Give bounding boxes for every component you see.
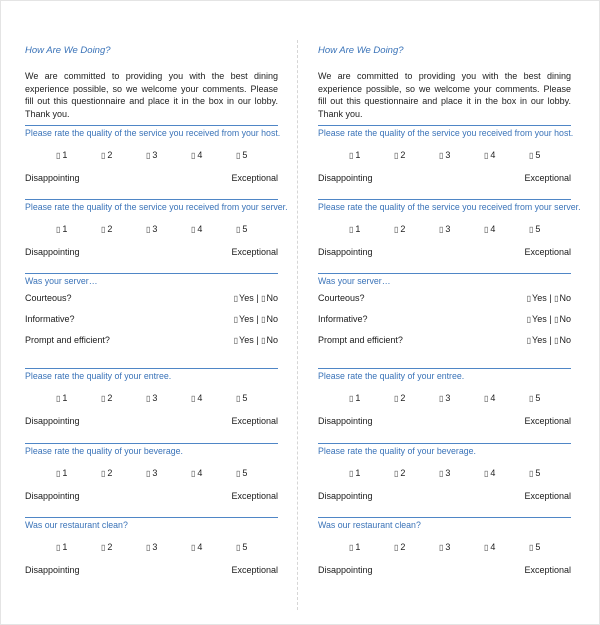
high-label: Exceptional [231,416,278,426]
rating-option-5[interactable] [529,468,540,478]
checkbox-icon[interactable]: ▯ [349,151,354,160]
low-label: Disappointing [25,491,80,501]
checkbox-icon[interactable]: ▯ [236,225,241,234]
server-yes-no-section [318,273,571,352]
rating-option-5[interactable] [236,224,247,234]
checkbox-icon[interactable]: ▯ [191,469,196,478]
yes-no-question: Courteous? [318,293,365,303]
rating-option-4[interactable] [191,542,202,552]
rating-option-4[interactable] [484,224,495,234]
checkbox-icon[interactable]: ▯ [146,225,151,234]
yes-checkbox-icon[interactable]: ▯ [233,294,239,303]
checkbox-icon[interactable]: ▯ [484,469,489,478]
rating-option-label: 3 [152,393,158,403]
rating-option-label: 3 [152,150,158,160]
high-label: Exceptional [231,565,278,575]
clean-question: Was our restaurant clean? [318,520,421,530]
high-label: Exceptional [524,565,571,575]
yes-label: Yes [532,335,547,345]
rating-option-label: 3 [445,542,451,552]
rating-option-label: 2 [400,224,406,234]
low-label: Disappointing [318,247,373,257]
yes-no-row [318,289,571,310]
server-rating-scale [25,215,278,277]
no-checkbox-icon[interactable]: ▯ [554,336,559,345]
beverage-rating-section [318,443,571,521]
checkbox-icon[interactable]: ▯ [394,225,399,234]
low-label: Disappointing [25,247,80,257]
rating-option-3[interactable] [146,150,157,160]
rating-option-label: 5 [535,542,541,552]
yes-no-answer [527,314,571,324]
rating-option-label: 1 [62,468,68,478]
yes-checkbox-icon[interactable]: ▯ [526,315,532,324]
low-label: Disappointing [25,565,80,575]
yes-checkbox-icon[interactable]: ▯ [233,315,239,324]
no-label: No [559,335,571,345]
rating-option-label: 4 [490,150,496,160]
yes-no-row [318,331,571,352]
no-checkbox-icon[interactable]: ▯ [554,315,559,324]
rating-option-2[interactable] [101,393,112,403]
rating-option-2[interactable] [394,542,405,552]
server-rating-section [318,199,581,277]
rating-option-label: 1 [355,150,361,160]
checkbox-icon[interactable]: ▯ [484,543,489,552]
section-rule [318,368,571,369]
entree-rating-section [25,368,278,446]
checkbox-icon[interactable]: ▯ [394,543,399,552]
rating-option-label: 4 [197,542,203,552]
checkbox-icon[interactable]: ▯ [56,543,61,552]
rating-option-4[interactable] [191,150,202,160]
rating-option-4[interactable] [484,150,495,160]
rating-option-label: 2 [107,468,113,478]
checkbox-icon[interactable]: ▯ [484,225,489,234]
rating-option-label: 5 [242,468,248,478]
rating-option-5[interactable] [529,393,540,403]
server-section-title: Was your server… [25,276,98,286]
checkbox-icon[interactable]: ▯ [529,543,534,552]
separator: | [256,314,259,324]
checkbox-icon[interactable]: ▯ [439,394,444,403]
no-label: No [266,314,278,324]
entree-rating-scale [318,384,571,446]
rating-option-label: 5 [535,150,541,160]
rating-option-label: 2 [107,393,113,403]
checkbox-icon[interactable]: ▯ [236,394,241,403]
checkbox-icon[interactable]: ▯ [349,543,354,552]
high-label: Exceptional [524,491,571,501]
clean-question: Was our restaurant clean? [25,520,128,530]
intro-text: We are committed to providing you with the best dining experience possible, so we welcome your comments. Please fill out this questionnaire and place it in the box in our lobby. Thank you. [318,71,571,119]
host-rating-section [318,125,574,203]
clean-rating-section [25,517,278,595]
yes-no-row [318,310,571,331]
beverage-rating-section [25,443,278,521]
rating-option-5[interactable] [236,542,247,552]
rating-option-label: 1 [62,393,68,403]
checkbox-icon[interactable]: ▯ [146,543,151,552]
yes-no-question: Courteous? [25,293,72,303]
checkbox-icon[interactable]: ▯ [101,225,106,234]
yes-no-row [25,310,278,331]
yes-checkbox-icon[interactable]: ▯ [526,294,532,303]
rating-option-label: 1 [355,393,361,403]
checkbox-icon[interactable]: ▯ [56,394,61,403]
server-question: Please rate the quality of the service you received from your server. [318,202,581,212]
section-rule [25,368,278,369]
yes-label: Yes [239,335,254,345]
clean-rating-section [318,517,571,595]
yes-no-answer [234,314,278,324]
rating-option-1[interactable] [349,393,360,403]
separator: | [549,293,552,303]
yes-no-question: Prompt and efficient? [318,335,403,345]
rating-option-2[interactable] [394,224,405,234]
host-rating-scale [25,141,278,203]
checkbox-icon[interactable]: ▯ [101,469,106,478]
checkbox-icon[interactable]: ▯ [349,225,354,234]
rating-option-label: 3 [445,393,451,403]
entree-question: Please rate the quality of your entree. [318,371,465,381]
low-label: Disappointing [25,173,80,183]
card-title: How Are We Doing? [25,45,111,56]
checkbox-icon[interactable]: ▯ [146,469,151,478]
checkbox-icon[interactable]: ▯ [146,394,151,403]
rating-option-label: 3 [152,224,158,234]
yes-no-question: Informative? [318,314,368,324]
rating-option-1[interactable] [56,224,67,234]
checkbox-icon[interactable]: ▯ [236,469,241,478]
checkbox-icon[interactable]: ▯ [146,151,151,160]
no-checkbox-icon[interactable]: ▯ [261,336,266,345]
rating-option-label: 1 [62,224,68,234]
checkbox-icon[interactable]: ▯ [191,394,196,403]
rating-option-2[interactable] [101,468,112,478]
no-checkbox-icon[interactable]: ▯ [554,294,559,303]
rating-option-label: 4 [197,468,203,478]
checkbox-icon[interactable]: ▯ [439,543,444,552]
high-label: Exceptional [524,247,571,257]
rating-option-5[interactable] [236,468,247,478]
checkbox-icon[interactable]: ▯ [484,151,489,160]
rating-option-3[interactable] [439,224,450,234]
beverage-question: Please rate the quality of your beverage. [318,446,476,456]
rating-option-3[interactable] [146,542,157,552]
rating-option-label: 2 [400,150,406,160]
separator: | [256,335,259,345]
clean-rating-scale [318,533,571,595]
entree-question: Please rate the quality of your entree. [25,371,172,381]
checkbox-icon[interactable]: ▯ [529,469,534,478]
card-title: How Are We Doing? [318,45,404,56]
high-label: Exceptional [524,173,571,183]
checkbox-icon[interactable]: ▯ [191,151,196,160]
rating-option-label: 4 [197,150,203,160]
checkbox-icon[interactable]: ▯ [101,151,106,160]
no-label: No [266,335,278,345]
checkbox-icon[interactable]: ▯ [101,543,106,552]
checkbox-icon[interactable]: ▯ [349,394,354,403]
yes-checkbox-icon[interactable]: ▯ [526,336,532,345]
rating-option-2[interactable] [394,150,405,160]
rating-option-label: 5 [535,393,541,403]
yes-no-row [25,289,278,310]
checkbox-icon[interactable]: ▯ [191,543,196,552]
separator: | [549,335,552,345]
rating-option-label: 2 [107,542,113,552]
checkbox-icon[interactable]: ▯ [439,469,444,478]
beverage-rating-scale [318,459,571,521]
beverage-rating-scale [25,459,278,521]
rating-option-4[interactable] [484,468,495,478]
rating-option-label: 5 [242,224,248,234]
rating-option-label: 4 [490,468,496,478]
checkbox-icon[interactable]: ▯ [529,225,534,234]
rating-option-label: 5 [242,150,248,160]
rating-option-4[interactable] [191,468,202,478]
checkbox-icon[interactable]: ▯ [56,151,61,160]
checkbox-icon[interactable]: ▯ [236,543,241,552]
rating-option-label: 3 [152,468,158,478]
rating-option-1[interactable] [56,542,67,552]
rating-option-2[interactable] [394,468,405,478]
rating-option-label: 4 [197,224,203,234]
yes-no-answer [527,335,571,345]
rating-option-label: 5 [242,542,248,552]
section-rule [25,125,278,126]
clean-rating-scale [25,533,278,595]
rating-option-1[interactable] [349,542,360,552]
rating-option-1[interactable] [56,468,67,478]
server-rating-section [25,199,288,277]
checkbox-icon[interactable]: ▯ [394,469,399,478]
rating-option-5[interactable] [236,393,247,403]
rating-option-4[interactable] [191,224,202,234]
yes-label: Yes [239,293,254,303]
section-rule [318,125,571,126]
rating-option-4[interactable] [484,542,495,552]
entree-rating-scale [25,384,278,446]
yes-no-answer [234,293,278,303]
checkbox-icon[interactable]: ▯ [101,394,106,403]
server-yes-no-section [25,273,278,352]
rating-option-label: 2 [107,150,113,160]
host-rating-scale [318,141,571,203]
rating-option-5[interactable] [529,224,540,234]
yes-checkbox-icon[interactable]: ▯ [233,336,239,345]
checkbox-icon[interactable]: ▯ [529,151,534,160]
host-question: Please rate the quality of the service you received from your host. [25,128,281,138]
rating-option-2[interactable] [101,224,112,234]
low-label: Disappointing [318,565,373,575]
low-label: Disappointing [25,416,80,426]
checkbox-icon[interactable]: ▯ [56,469,61,478]
yes-label: Yes [532,293,547,303]
section-rule [318,273,571,274]
rating-option-2[interactable] [101,150,112,160]
high-label: Exceptional [524,416,571,426]
low-label: Disappointing [318,491,373,501]
checkbox-icon[interactable]: ▯ [191,225,196,234]
rating-option-label: 1 [62,150,68,160]
rating-option-5[interactable] [529,542,540,552]
rating-option-label: 5 [535,224,541,234]
rating-option-2[interactable] [394,393,405,403]
yes-no-answer [527,293,571,303]
section-rule [318,517,571,518]
rating-option-label: 2 [107,224,113,234]
cut-line-divider [297,40,298,610]
rating-option-label: 5 [242,393,248,403]
rating-option-label: 3 [445,150,451,160]
rating-option-3[interactable] [439,150,450,160]
section-rule [25,273,278,274]
rating-option-1[interactable] [349,150,360,160]
rating-option-5[interactable] [529,150,540,160]
rating-option-3[interactable] [439,393,450,403]
low-label: Disappointing [318,416,373,426]
section-rule [25,199,278,200]
rating-option-label: 2 [400,393,406,403]
rating-option-3[interactable] [439,468,450,478]
checkbox-icon[interactable]: ▯ [236,151,241,160]
rating-option-label: 1 [62,542,68,552]
checkbox-icon[interactable]: ▯ [56,225,61,234]
low-label: Disappointing [318,173,373,183]
yes-label: Yes [239,314,254,324]
rating-option-3[interactable] [146,224,157,234]
high-label: Exceptional [231,247,278,257]
rating-option-1[interactable] [56,150,67,160]
rating-option-3[interactable] [439,542,450,552]
rating-option-label: 4 [490,542,496,552]
beverage-question: Please rate the quality of your beverage. [25,446,183,456]
rating-option-label: 1 [355,468,361,478]
separator: | [256,293,259,303]
yes-no-question: Informative? [25,314,75,324]
rating-option-label: 2 [400,468,406,478]
no-label: No [559,293,571,303]
rating-option-1[interactable] [349,468,360,478]
rating-option-label: 2 [400,542,406,552]
section-rule [25,443,278,444]
rating-option-label: 3 [445,224,451,234]
no-checkbox-icon[interactable]: ▯ [261,315,266,324]
yes-label: Yes [532,314,547,324]
rating-option-4[interactable] [191,393,202,403]
entree-rating-section [318,368,571,446]
section-rule [318,443,571,444]
rating-option-3[interactable] [146,468,157,478]
intro-text: We are committed to providing you with the best dining experience possible, so we welcome your comments. Please fill out this questionnaire and place it in the box in our lobby. Thank you. [25,71,278,119]
rating-option-3[interactable] [146,393,157,403]
rating-option-label: 3 [152,542,158,552]
rating-option-1[interactable] [56,393,67,403]
yes-no-row [25,331,278,352]
rating-option-label: 1 [355,224,361,234]
rating-option-label: 5 [535,468,541,478]
rating-option-label: 4 [490,393,496,403]
server-section-title: Was your server… [318,276,391,286]
checkbox-icon[interactable]: ▯ [484,394,489,403]
host-rating-section [25,125,281,203]
checkbox-icon[interactable]: ▯ [394,394,399,403]
checkbox-icon[interactable]: ▯ [439,225,444,234]
no-label: No [559,314,571,324]
section-rule [318,199,571,200]
rating-option-2[interactable] [101,542,112,552]
server-rating-scale [318,215,571,277]
high-label: Exceptional [231,173,278,183]
rating-option-1[interactable] [349,224,360,234]
no-checkbox-icon[interactable]: ▯ [261,294,266,303]
yes-no-question: Prompt and efficient? [25,335,110,345]
rating-option-label: 1 [355,542,361,552]
rating-option-label: 4 [197,393,203,403]
checkbox-icon[interactable]: ▯ [394,151,399,160]
rating-option-5[interactable] [236,150,247,160]
rating-option-label: 3 [445,468,451,478]
checkbox-icon[interactable]: ▯ [349,469,354,478]
high-label: Exceptional [231,491,278,501]
checkbox-icon[interactable]: ▯ [529,394,534,403]
rating-option-label: 4 [490,224,496,234]
separator: | [549,314,552,324]
checkbox-icon[interactable]: ▯ [439,151,444,160]
yes-no-answer [234,335,278,345]
rating-option-4[interactable] [484,393,495,403]
section-rule [25,517,278,518]
no-label: No [266,293,278,303]
host-question: Please rate the quality of the service you received from your host. [318,128,574,138]
server-question: Please rate the quality of the service you received from your server. [25,202,288,212]
